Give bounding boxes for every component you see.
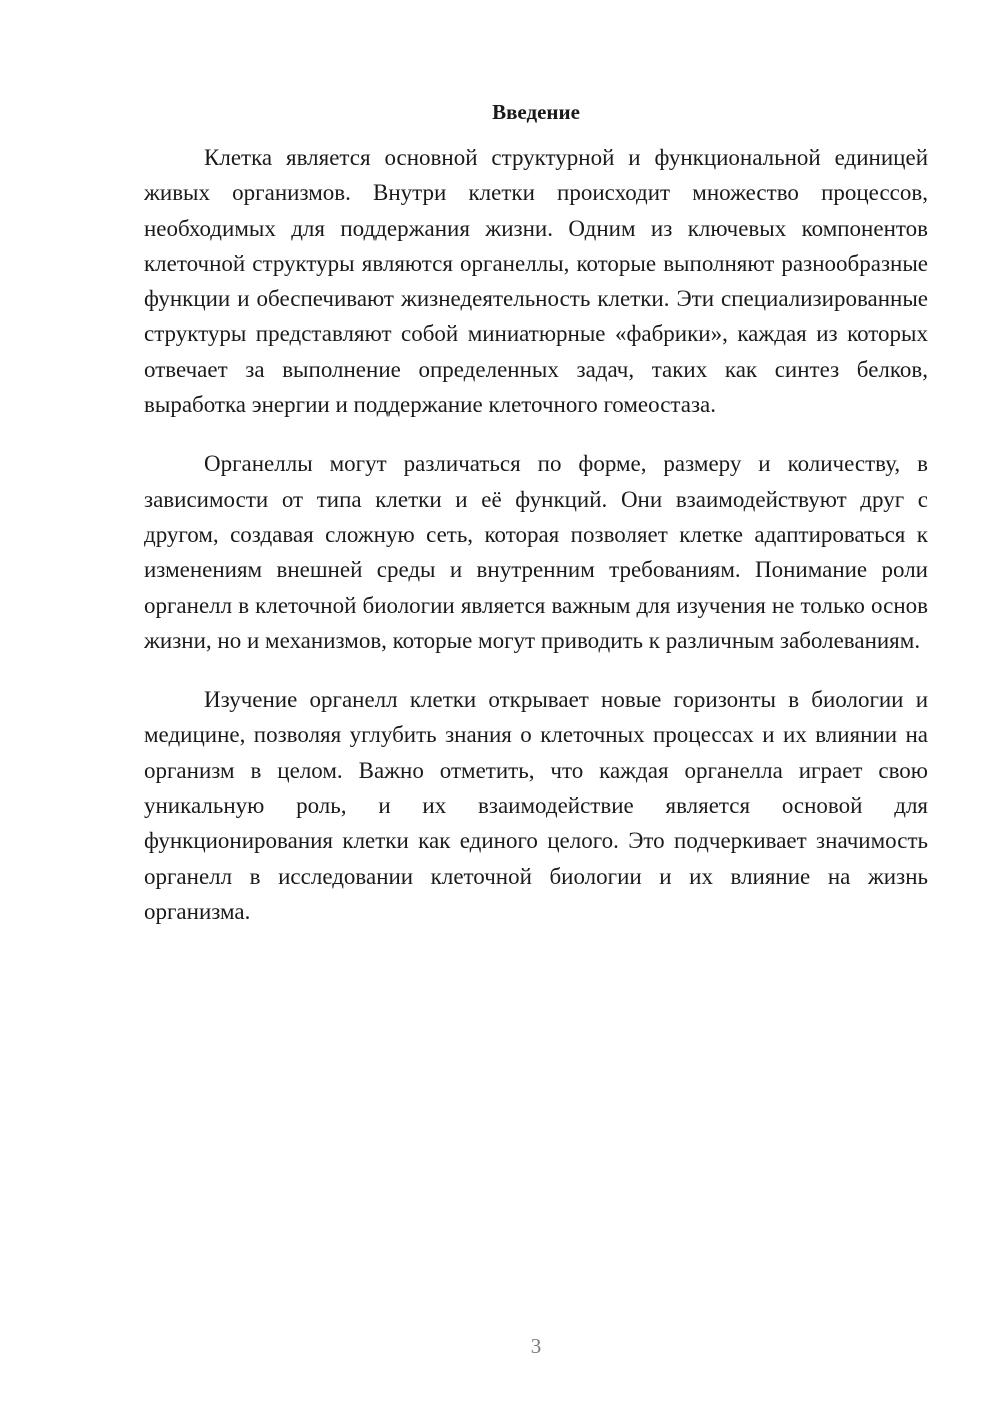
paragraph-3: Изучение органелл клетки открывает новые горизонты в биологии и медицине, позволяя углубить знания о клеточных процессах и их влиянии на организм в целом. Важно отметить, что каждая органелла играет свою уникальную роль, и их взаимодействие является основой для функционирования клетки как единого целого. Это подчеркивает значимость органелл в исследовании клеточной биологии и их влияние на жизнь организма. <box>144 687 928 924</box>
paragraph-2: Органеллы могут различаться по форме, размеру и количеству, в зависимости от типа клетки и её функций. Они взаимодействуют друг с другом, создавая сложную сеть, которая позволяет клетке адаптироваться к изменениям внешней среды и внутренним требованиям. Понимание роли органелл в клеточной биологии является важным для изучения не только основ жизни, но и механизмов, которые могут приводить к различным заболеваниям. <box>144 451 928 653</box>
paragraph-1: Клетка является основной структурной и функциональной единицей живых организмов. Внутри клетки происходит множество процессов, необходимых для поддержания жизни. Одним из ключевых компонентов клеточной структуры являются органеллы, которые выполняют разнообразные функции и обеспечивают жизнедеятельность клетки. Эти специализированные структуры представляют собой миниатюрные «фабрики», каждая из которых отвечает за выполнение определенных задач, таких как синтез белков, выработка энергии и поддержание клеточного гомеостаза. <box>144 145 928 418</box>
section-heading: Введение <box>492 100 580 124</box>
page-number: 3 <box>530 1334 542 1358</box>
page-content <box>144 96 928 929</box>
